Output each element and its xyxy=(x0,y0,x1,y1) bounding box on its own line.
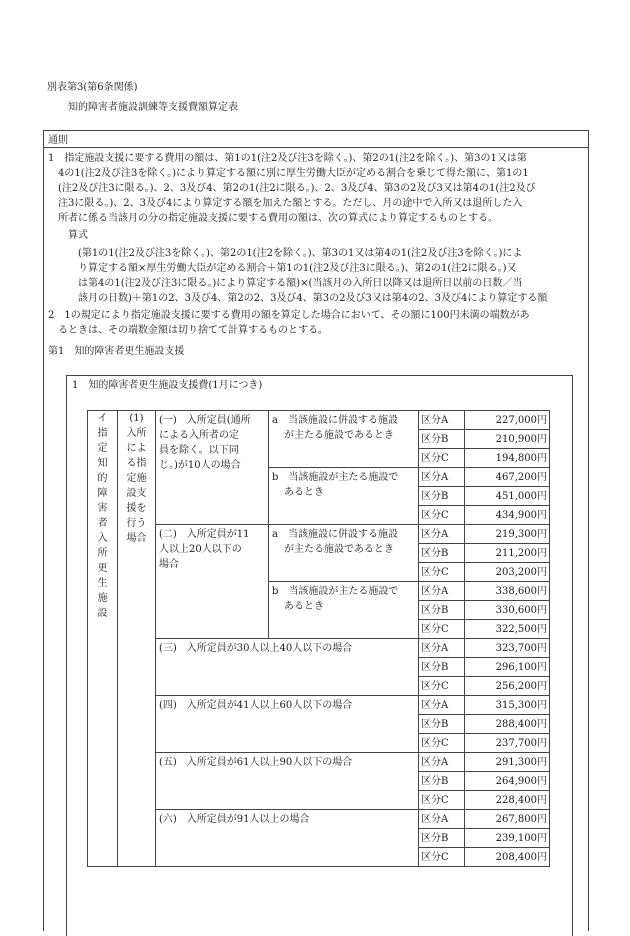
amount-cell: 210,900円 xyxy=(465,430,550,449)
facility-sub-label: a 当該施設に併設する施設 が主たる施設であるとき xyxy=(269,525,419,582)
general-paragraph-1 xyxy=(48,151,536,226)
p1-line: 1 指定施設支援に要する費用の額は、第1の1(注2及び注3を除く。)、第2の1(注2を除く。)、第3の1又は第 xyxy=(48,153,527,164)
amount-cell: 434,900円 xyxy=(465,506,550,525)
amount-cell: 256,200円 xyxy=(465,677,550,696)
amount-cell: 239,100円 xyxy=(465,829,550,848)
section-title: 第1 知的障害者更生施設支援 xyxy=(48,346,185,357)
kubun-cell: 区分A xyxy=(419,696,465,715)
support-mode-column: (1) 入所 によ る指 定施 設支 援を 行う 場合 xyxy=(118,411,156,867)
kubun-cell: 区分A xyxy=(419,411,465,430)
kubun-cell: 区分B xyxy=(419,544,465,563)
amount-cell: 208,400円 xyxy=(465,848,550,867)
general-paragraph-2 xyxy=(48,308,530,338)
amount-cell: 228,400円 xyxy=(465,791,550,810)
amount-cell: 338,600円 xyxy=(465,582,550,601)
amount-cell: 211,200円 xyxy=(465,544,550,563)
p1-line: 注3に限る。)、2、3及び4により算定する額を加えた額とする。ただし、月の途中で入所又は退所した入 xyxy=(58,198,523,209)
formula-line: は第4の1(注2及び注3に限る。)により算定する額)×(当該月の入所日以降又は退所日以前の日数／当 xyxy=(78,278,523,289)
amount-cell: 203,200円 xyxy=(465,563,550,582)
capacity-group-label: (三) 入所定員が30人以上40人以下の場合 xyxy=(156,639,419,696)
amount-cell: 322,500円 xyxy=(465,620,550,639)
amount-cell: 323,700円 xyxy=(465,639,550,658)
kubun-cell: 区分C xyxy=(419,677,465,696)
heading-divider xyxy=(43,147,589,148)
amount-cell: 296,100円 xyxy=(465,658,550,677)
kubun-cell: 区分B xyxy=(419,601,465,620)
kubun-cell: 区分C xyxy=(419,563,465,582)
p1-line: (注2及び注3に限る。)、2、3及び4、第2の1(注2に限る。)、2、3及び4、第3の2及び3又は第4の1(注2及び xyxy=(58,183,536,194)
appendix-label: 別表第3(第6条関係) xyxy=(47,82,138,93)
amount-cell: 267,800円 xyxy=(465,810,550,829)
kubun-cell: 区分B xyxy=(419,772,465,791)
page-title: 知的障害者施設訓練等支援費額算定表 xyxy=(68,102,238,113)
formula-line: (第1の1(注2及び注3を除く。)、第2の1(注2を除く。)、第3の1又は第4の1(注2及び注3を除く。)によ xyxy=(78,248,523,259)
kubun-cell: 区分C xyxy=(419,449,465,468)
amount-cell: 291,300円 xyxy=(465,753,550,772)
capacity-group-label: (一) 入所定員(通所 による入所者の定 員を除く。以下同 じ。)が10人の場合 xyxy=(156,411,269,525)
capacity-group-label: (四) 入所定員が41人以上60人以下の場合 xyxy=(156,696,419,753)
kubun-cell: 区分A xyxy=(419,753,465,772)
kubun-cell: 区分A xyxy=(419,639,465,658)
amount-cell: 315,300円 xyxy=(465,696,550,715)
kubun-cell: 区分B xyxy=(419,487,465,506)
kubun-cell: 区分B xyxy=(419,658,465,677)
capacity-group-label: (二) 入所定員が11 人以上20人以下の 場合 xyxy=(156,525,269,639)
formula-line: り算定する額×厚生労働大臣が定める割合＋第1の1(注2及び注3に限る。)、第2の1(注2に限る。)又 xyxy=(78,263,517,274)
subsection-title: 1 知的障害者更生施設支援費(1月につき) xyxy=(72,380,263,391)
amount-cell: 288,400円 xyxy=(465,715,550,734)
kubun-cell: 区分A xyxy=(419,525,465,544)
capacity-group-label: (六) 入所定員が91人以上の場合 xyxy=(156,810,419,867)
kubun-cell: 区分A xyxy=(419,810,465,829)
kubun-cell: 区分C xyxy=(419,620,465,639)
kubun-cell: 区分B xyxy=(419,430,465,449)
formula-block xyxy=(78,246,547,306)
formula-line: 該月の日数)＋第1の2、3及び4、第2の2、3及び4、第3の2及び3又は第4の2、3及び4により算定する額 xyxy=(78,293,548,304)
kubun-cell: 区分C xyxy=(419,791,465,810)
p2-line: 2 1の規定により指定施設支援に要する費用の額を算定した場合において、その額に100円未満の端数があ xyxy=(48,310,530,321)
p1-line: 4の1(注2及び注3を除く。)により算定する額に別に厚生労働大臣が定める割合を乗じて得た額に、第1の1 xyxy=(58,168,529,179)
facility-sub-label: b 当該施設が主たる施設で あるとき xyxy=(269,582,419,639)
kubun-cell: 区分A xyxy=(419,468,465,487)
amount-cell: 467,200円 xyxy=(465,468,550,487)
amount-cell: 330,600円 xyxy=(465,601,550,620)
capacity-group-label: (五) 入所定員が61人以上90人以下の場合 xyxy=(156,753,419,810)
p1-line: 所者に係る当該月の分の指定施設支援に要する費用の額は、次の算式により算定するものとする。 xyxy=(58,213,498,224)
amount-cell: 227,000円 xyxy=(465,411,550,430)
kubun-cell: 区分C xyxy=(419,506,465,525)
amount-cell: 219,300円 xyxy=(465,525,550,544)
kubun-cell: 区分C xyxy=(419,848,465,867)
facility-sub-label: a 当該施設に併設する施設 が主たる施設であるとき xyxy=(269,411,419,468)
general-heading: 通則 xyxy=(48,135,68,146)
amount-cell: 194,800円 xyxy=(465,449,550,468)
kubun-cell: 区分B xyxy=(419,715,465,734)
facility-type-column: イ 指 定 知 的 障 害 者 入 所 更 生 施 設 xyxy=(88,411,118,867)
amount-cell: 264,900円 xyxy=(465,772,550,791)
kubun-cell: 区分C xyxy=(419,734,465,753)
p2-line: るときは、その端数金額は切り捨てて計算するものとする。 xyxy=(58,325,328,336)
amount-cell: 237,700円 xyxy=(465,734,550,753)
amount-cell: 451,000円 xyxy=(465,487,550,506)
kubun-cell: 区分A xyxy=(419,582,465,601)
kubun-cell: 区分B xyxy=(419,829,465,848)
facility-sub-label: b 当該施設が主たる施設で あるとき xyxy=(269,468,419,525)
fee-table xyxy=(87,410,550,867)
formula-label: 算式 xyxy=(68,230,88,241)
